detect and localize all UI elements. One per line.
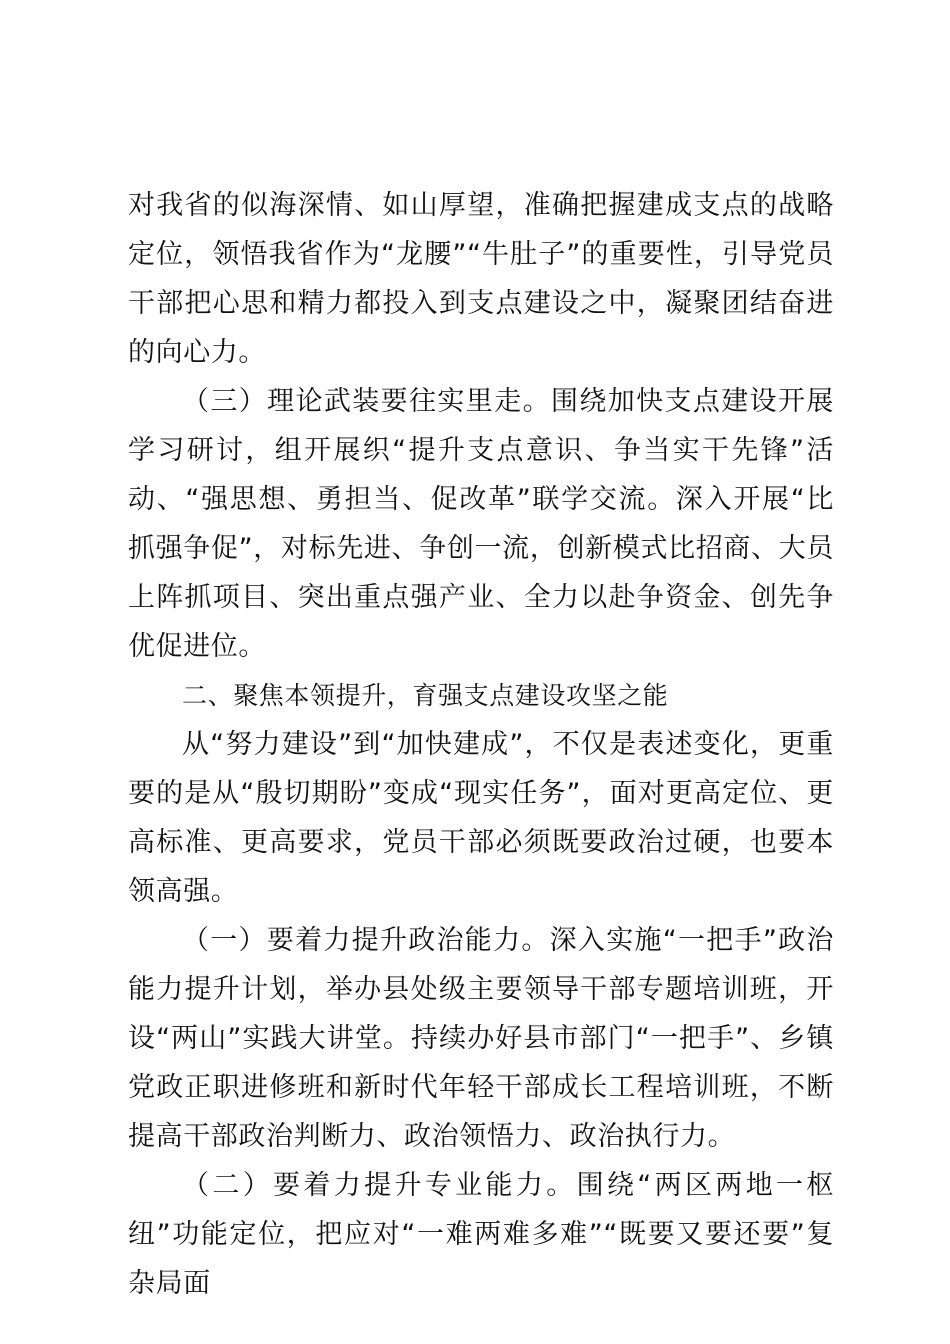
paragraph-from-effort-to-completion: 从“努力建设”到“加快建成”，不仅是表述变化，更重要的是从“殷切期盼”变成“现实任务”，面对更高定位、更高标准、更高要求，党员干部必须既要政治过硬，也要本领高强。 <box>128 729 834 907</box>
paragraph-professional-ability: （二）要着力提升专业能力。围绕“两区两地一枢纽”功能定位，把应对“一难两难多难”“既要又要还要”复杂局面 <box>128 1170 834 1299</box>
paragraph-theory-armament: （三）理论武装要往实里走。围绕加快支点建设开展学习研讨，组开展织“提升支点意识、争当实干先锋”活动、“强思想、勇担当、促改革”联学交流。深入开展“比抓强争促”，对标先进、争创一流，创新模式比招商、大员上阵抓项目、突出重点强产业、全力以赴争资金、创先争优促进位。 <box>128 386 834 662</box>
document-body <box>128 181 834 1308</box>
paragraph-continuation: 对我省的似海深情、如山厚望，准确把握建成支点的战略定位，领悟我省作为“龙腰”“牛肚子”的重要性，引导党员干部把心思和精力都投入到支点建设之中，凝聚团结奋进的向心力。 <box>128 190 834 368</box>
section-heading-two: 二、聚焦本领提升，育强支点建设攻坚之能 <box>182 681 669 710</box>
paragraph-political-ability: （一）要着力提升政治能力。深入实施“一把手”政治能力提升计划，举办县处级主要领导干部专题培训班，开设“两山”实践大讲堂。持续办好县市部门“一把手”、乡镇党政正职进修班和新时代年轻干部成长工程培训班，不断提高干部政治判断力、政治领悟力、政治执行力。 <box>128 925 834 1152</box>
